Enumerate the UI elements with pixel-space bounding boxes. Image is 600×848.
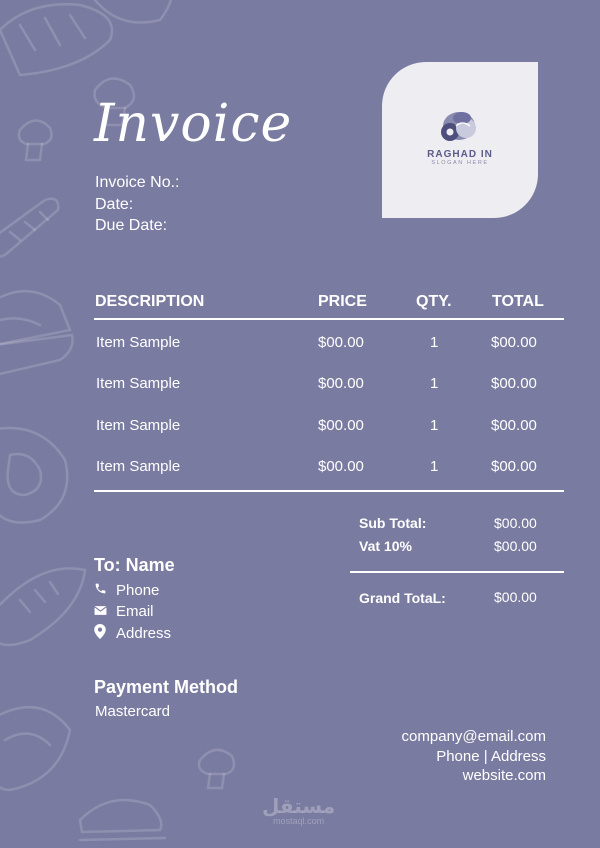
- payment-method-value: Mastercard: [95, 703, 171, 720]
- row-total: $00.00: [491, 417, 537, 434]
- recipient-email-text: Email: [116, 603, 154, 620]
- row-description: Item Sample: [96, 417, 181, 434]
- sandwich-doodle-icon: [0, 291, 73, 375]
- company-website: website.com: [462, 767, 546, 784]
- subtotal-value: $00.00: [494, 515, 537, 531]
- bread-doodle-icon: [0, 4, 112, 75]
- recipient-name: To: Name: [94, 555, 175, 575]
- row-qty: 1: [430, 375, 439, 392]
- row-price: $00.00: [318, 458, 364, 475]
- column-header-description: DESCRIPTION: [95, 293, 205, 310]
- logo-card: [382, 62, 538, 218]
- recipient-address-text: Address: [116, 625, 172, 642]
- totals-divider: [350, 571, 564, 573]
- recipient-phone-text: Phone: [116, 582, 160, 599]
- fish-doodle-icon: [0, 568, 85, 645]
- mushroom-doodle-icon-2: [19, 120, 52, 160]
- map-pin-icon: [94, 624, 108, 643]
- company-email: company@email.com: [401, 728, 546, 745]
- row-qty: 1: [430, 458, 439, 475]
- column-header-qty: QTY.: [416, 293, 452, 310]
- row-total: $00.00: [491, 375, 537, 392]
- watermark-arabic: مستقل: [262, 794, 336, 818]
- brand-slogan: SLOGAN HERE: [431, 160, 489, 166]
- recipient-address: [94, 624, 171, 643]
- row-total: $00.00: [491, 334, 537, 351]
- grand-total-label: Grand TotaL:: [359, 590, 446, 606]
- baguette-doodle-icon: [0, 199, 58, 257]
- invoice-title: Invoice: [94, 94, 293, 154]
- brand-logo-icon: [436, 106, 482, 148]
- row-qty: 1: [430, 334, 439, 351]
- row-description: Item Sample: [96, 375, 181, 392]
- burger-doodle-icon: [80, 800, 165, 840]
- row-description: Item Sample: [96, 458, 181, 475]
- brand-name: RAGHAD IN: [427, 149, 493, 160]
- vat-label: Vat 10%: [359, 538, 412, 554]
- invoice-number-label: Invoice No.:: [95, 174, 180, 191]
- recipient-phone: [94, 582, 159, 599]
- croissant-doodle-icon: [95, 0, 171, 23]
- row-price: $00.00: [318, 417, 364, 434]
- row-qty: 1: [430, 417, 439, 434]
- payment-method-title: Payment Method: [94, 677, 239, 697]
- column-header-total: TOTAL: [492, 293, 544, 310]
- phone-icon: [94, 582, 108, 599]
- recipient-email: [94, 603, 154, 620]
- mushroom-doodle-icon-3: [199, 750, 234, 788]
- invoice-meta: [95, 172, 179, 237]
- column-header-price: PRICE: [318, 293, 367, 310]
- invoice-date-label: Date:: [95, 195, 134, 213]
- subtotal-label: Sub Total:: [359, 515, 427, 531]
- table-bottom-divider: [94, 490, 564, 492]
- company-contact: [402, 727, 546, 786]
- row-price: $00.00: [318, 334, 364, 351]
- grand-total-value: $00.00: [494, 589, 537, 605]
- row-total: $00.00: [491, 458, 537, 475]
- company-phone-address: Phone | Address: [436, 747, 546, 765]
- row-price: $00.00: [318, 375, 364, 392]
- table-header-divider: [94, 318, 564, 320]
- vat-value: $00.00: [494, 538, 537, 554]
- watermark-latin: mostaql.com: [273, 816, 325, 826]
- steak-doodle-icon: [0, 428, 67, 523]
- hotdog-doodle-icon: [0, 707, 70, 790]
- invoice-due-date-label: Due Date:: [95, 217, 168, 234]
- envelope-icon: [94, 603, 108, 620]
- row-description: Item Sample: [96, 334, 181, 351]
- watermark: [262, 796, 335, 827]
